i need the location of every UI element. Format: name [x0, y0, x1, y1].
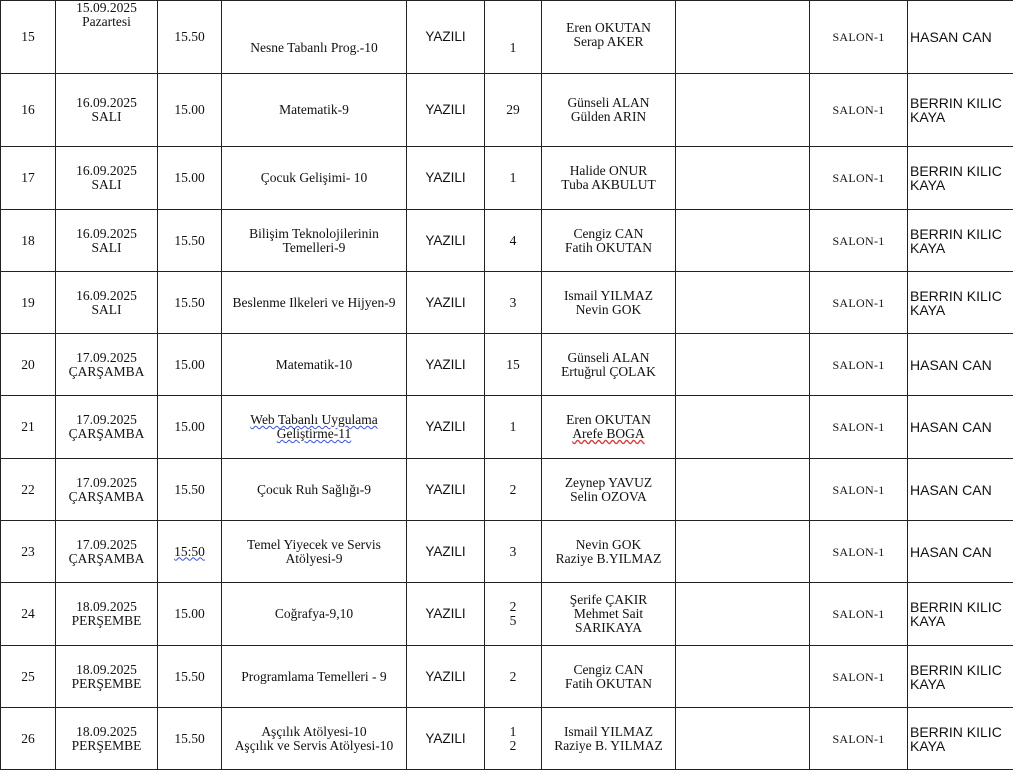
supervisor — [908, 646, 1013, 708]
supervisor-line: BERRIN KILIC — [910, 96, 1011, 110]
teacher-name: Ismail YILMAZ — [544, 725, 673, 739]
teacher-name: Halide ONUR — [544, 164, 673, 178]
course-line: Temel Yiyecek ve Servis — [224, 538, 404, 552]
date-value: 15.09.2025 — [58, 1, 155, 15]
table-row — [1, 74, 1013, 147]
date-value: 18.09.2025 — [58, 600, 155, 614]
table-row — [1, 1, 1013, 74]
exam-hall: SALON-1 — [810, 334, 908, 396]
teachers — [542, 583, 676, 646]
exam-hall: SALON-1 — [810, 396, 908, 459]
supervisor-line: HASAN CAN — [910, 420, 1011, 434]
empty-cell — [676, 708, 810, 770]
supervisor-line: KAYA — [910, 303, 1011, 317]
course-name — [222, 147, 407, 210]
table-row — [1, 646, 1013, 708]
course-line: Çocuk Ruh Sağlığı-9 — [224, 483, 404, 497]
exam-hall: SALON-1 — [810, 74, 908, 147]
empty-cell — [676, 210, 810, 272]
count-line: 5 — [487, 614, 539, 628]
teacher-name: Selin OZOVA — [544, 490, 673, 504]
teacher-name: Tuba AKBULUT — [544, 178, 673, 192]
teachers — [542, 646, 676, 708]
weekday-value: SALI — [58, 241, 155, 255]
course-name — [222, 74, 407, 147]
row-number: 19 — [1, 272, 56, 334]
row-number: 24 — [1, 583, 56, 646]
date-value: 16.09.2025 — [58, 164, 155, 178]
supervisor — [908, 272, 1013, 334]
row-number: 18 — [1, 210, 56, 272]
supervisor — [908, 147, 1013, 210]
exam-hall: SALON-1 — [810, 459, 908, 521]
exam-time: 15.00 — [158, 334, 222, 396]
count-line: 15 — [487, 358, 539, 372]
teachers — [542, 147, 676, 210]
count-line: 2 — [487, 483, 539, 497]
empty-cell — [676, 521, 810, 583]
empty-cell — [676, 583, 810, 646]
weekday-value: ÇARŞAMBA — [58, 490, 155, 504]
course-line: Çocuk Gelişimi- 10 — [224, 171, 404, 185]
exam-time: 15.50 — [158, 1, 222, 74]
course-line: Web Tabanlı Uygulama — [224, 413, 404, 427]
course-name — [222, 521, 407, 583]
table-row — [1, 521, 1013, 583]
exam-date — [56, 521, 158, 583]
exam-hall: SALON-1 — [810, 521, 908, 583]
exam-hall: SALON-1 — [810, 210, 908, 272]
empty-cell — [676, 1, 810, 74]
row-number: 22 — [1, 459, 56, 521]
date-value: 16.09.2025 — [58, 227, 155, 241]
supervisor-line: KAYA — [910, 110, 1011, 124]
teacher-name: Gülden ARIN — [544, 110, 673, 124]
teacher-name: Cengiz CAN — [544, 227, 673, 241]
weekday-value: PERŞEMBE — [58, 677, 155, 691]
exam-hall: SALON-1 — [810, 1, 908, 74]
course-line: Matematik-9 — [224, 103, 404, 117]
empty-cell — [676, 646, 810, 708]
teachers — [542, 459, 676, 521]
course-line: Coğrafya-9,10 — [224, 607, 404, 621]
exam-type: YAZILI — [407, 708, 485, 770]
supervisor-line: BERRIN KILIC — [910, 725, 1011, 739]
row-number: 20 — [1, 334, 56, 396]
student-count — [485, 521, 542, 583]
course-name — [222, 210, 407, 272]
exam-type: YAZILI — [407, 210, 485, 272]
empty-cell — [676, 272, 810, 334]
teacher-name: Zeynep YAVUZ — [544, 476, 673, 490]
count-line: 1 — [487, 41, 539, 55]
exam-date — [56, 459, 158, 521]
student-count — [485, 646, 542, 708]
teacher-name: Cengiz CAN — [544, 663, 673, 677]
course-name — [222, 272, 407, 334]
teachers — [542, 396, 676, 459]
course-name — [222, 334, 407, 396]
row-number: 26 — [1, 708, 56, 770]
exam-time: 15.00 — [158, 74, 222, 147]
supervisor — [908, 210, 1013, 272]
student-count — [485, 272, 542, 334]
weekday-value: ÇARŞAMBA — [58, 552, 155, 566]
course-line: Nesne Tabanlı Prog.-10 — [224, 41, 404, 55]
row-number: 16 — [1, 74, 56, 147]
exam-type: YAZILI — [407, 147, 485, 210]
course-name — [222, 396, 407, 459]
course-line: Atölyesi-9 — [224, 552, 404, 566]
row-number: 25 — [1, 646, 56, 708]
exam-type: YAZILI — [407, 521, 485, 583]
teacher-name: Şerife ÇAKIR — [544, 593, 673, 607]
supervisor — [908, 459, 1013, 521]
exam-type: YAZILI — [407, 334, 485, 396]
count-line: 3 — [487, 545, 539, 559]
date-value: 17.09.2025 — [58, 476, 155, 490]
supervisor-line: BERRIN KILIC — [910, 164, 1011, 178]
course-line: Temelleri-9 — [224, 241, 404, 255]
date-value: 17.09.2025 — [58, 538, 155, 552]
course-line: Matematik-10 — [224, 358, 404, 372]
course-line: Aşçılık Atölyesi-10 — [224, 725, 404, 739]
empty-cell — [676, 396, 810, 459]
supervisor-line: HASAN CAN — [910, 358, 1011, 372]
count-line: 29 — [487, 103, 539, 117]
exam-date — [56, 646, 158, 708]
exam-type: YAZILI — [407, 272, 485, 334]
date-value: 16.09.2025 — [58, 96, 155, 110]
course-line: Programlama Temelleri - 9 — [224, 670, 404, 684]
student-count — [485, 334, 542, 396]
teacher-name: Raziye B.YILMAZ — [544, 552, 673, 566]
teacher-name: Fatih OKUTAN — [544, 241, 673, 255]
exam-time — [158, 521, 222, 583]
teacher-name: Günseli ALAN — [544, 351, 673, 365]
teacher-name: Eren OKUTAN — [544, 413, 673, 427]
teacher-name: Ertuğrul ÇOLAK — [544, 365, 673, 379]
table-row — [1, 334, 1013, 396]
exam-time: 15.50 — [158, 459, 222, 521]
course-name — [222, 459, 407, 521]
exam-time: 15.50 — [158, 708, 222, 770]
exam-time: 15.50 — [158, 210, 222, 272]
teachers — [542, 272, 676, 334]
teacher-name: Fatih OKUTAN — [544, 677, 673, 691]
exam-type: YAZILI — [407, 459, 485, 521]
teachers — [542, 334, 676, 396]
exam-type: YAZILI — [407, 74, 485, 147]
weekday-value: PERŞEMBE — [58, 739, 155, 753]
row-number: 21 — [1, 396, 56, 459]
course-name — [222, 708, 407, 770]
empty-cell — [676, 147, 810, 210]
exam-time: 15.50 — [158, 272, 222, 334]
supervisor-line: KAYA — [910, 677, 1011, 691]
weekday-value: SALI — [58, 178, 155, 192]
student-count — [485, 583, 542, 646]
table-row — [1, 210, 1013, 272]
exam-date — [56, 272, 158, 334]
student-count — [485, 708, 542, 770]
count-line: 2 — [487, 739, 539, 753]
supervisor-line: BERRIN KILIC — [910, 600, 1011, 614]
teachers — [542, 521, 676, 583]
teachers — [542, 74, 676, 147]
empty-cell — [676, 334, 810, 396]
exam-type: YAZILI — [407, 646, 485, 708]
teacher-name: Eren OKUTAN — [544, 21, 673, 35]
table-row — [1, 147, 1013, 210]
supervisor-line: HASAN CAN — [910, 30, 1011, 44]
exam-date — [56, 210, 158, 272]
count-line: 1 — [487, 725, 539, 739]
teachers — [542, 210, 676, 272]
exam-time: 15.00 — [158, 583, 222, 646]
time-value: 15:50 — [174, 544, 205, 559]
course-name — [222, 583, 407, 646]
count-line: 2 — [487, 670, 539, 684]
course-name — [222, 646, 407, 708]
date-value: 18.09.2025 — [58, 725, 155, 739]
student-count — [485, 459, 542, 521]
exam-date — [56, 708, 158, 770]
supervisor-line: KAYA — [910, 241, 1011, 255]
supervisor — [908, 396, 1013, 459]
weekday-value: PERŞEMBE — [58, 614, 155, 628]
date-value: 16.09.2025 — [58, 289, 155, 303]
weekday-value: ÇARŞAMBA — [58, 365, 155, 379]
supervisor-line: KAYA — [910, 614, 1011, 628]
teachers — [542, 708, 676, 770]
teacher-name: SARIKAYA — [544, 621, 673, 635]
exam-type: YAZILI — [407, 1, 485, 74]
table-row — [1, 396, 1013, 459]
student-count — [485, 396, 542, 459]
teacher-name: Serap AKER — [544, 35, 673, 49]
student-count — [485, 74, 542, 147]
exam-date — [56, 1, 158, 74]
exam-date — [56, 147, 158, 210]
teacher-name: Mehmet Sait — [544, 607, 673, 621]
student-count — [485, 1, 542, 74]
supervisor-line: HASAN CAN — [910, 545, 1011, 559]
teacher-name: Arefe BOGA — [544, 427, 673, 441]
exam-date — [56, 74, 158, 147]
course-line: Beslenme Ilkeleri ve Hijyen-9 — [224, 296, 404, 310]
count-line: 3 — [487, 296, 539, 310]
exam-time: 15.00 — [158, 147, 222, 210]
row-number: 15 — [1, 1, 56, 74]
exam-hall: SALON-1 — [810, 147, 908, 210]
schedule-rows — [1, 1, 1013, 770]
weekday-value: ÇARŞAMBA — [58, 427, 155, 441]
exam-hall: SALON-1 — [810, 708, 908, 770]
count-line: 1 — [487, 420, 539, 434]
weekday-value: SALI — [58, 110, 155, 124]
teacher-name: Nevin GOK — [544, 303, 673, 317]
teachers — [542, 1, 676, 74]
exam-date — [56, 583, 158, 646]
exam-hall: SALON-1 — [810, 272, 908, 334]
exam-time: 15.00 — [158, 396, 222, 459]
exam-hall: SALON-1 — [810, 583, 908, 646]
teacher-name: Raziye B. YILMAZ — [544, 739, 673, 753]
teacher-name: Ismail YILMAZ — [544, 289, 673, 303]
table-row — [1, 708, 1013, 770]
count-line: 2 — [487, 600, 539, 614]
supervisor-line: BERRIN KILIC — [910, 289, 1011, 303]
student-count — [485, 210, 542, 272]
supervisor-line: KAYA — [910, 178, 1011, 192]
row-number: 17 — [1, 147, 56, 210]
table-row — [1, 272, 1013, 334]
row-number: 23 — [1, 521, 56, 583]
teacher-name: Nevin GOK — [544, 538, 673, 552]
supervisor-line: HASAN CAN — [910, 483, 1011, 497]
supervisor — [908, 1, 1013, 74]
exam-time: 15.50 — [158, 646, 222, 708]
weekday-value: SALI — [58, 303, 155, 317]
table-row — [1, 583, 1013, 646]
supervisor — [908, 583, 1013, 646]
exam-type: YAZILI — [407, 583, 485, 646]
teacher-name: Günseli ALAN — [544, 96, 673, 110]
supervisor — [908, 334, 1013, 396]
supervisor — [908, 708, 1013, 770]
count-line: 1 — [487, 171, 539, 185]
empty-cell — [676, 74, 810, 147]
exam-date — [56, 334, 158, 396]
course-line: Geliştirme-11 — [224, 427, 404, 441]
date-value: 17.09.2025 — [58, 351, 155, 365]
empty-cell — [676, 459, 810, 521]
supervisor — [908, 521, 1013, 583]
table-row — [1, 459, 1013, 521]
supervisor — [908, 74, 1013, 147]
supervisor-line: KAYA — [910, 739, 1011, 753]
exam-date — [56, 396, 158, 459]
course-line: Aşçılık ve Servis Atölyesi-10 — [224, 739, 404, 753]
course-name — [222, 1, 407, 74]
exam-type: YAZILI — [407, 396, 485, 459]
course-line: Bilişim Teknolojilerinin — [224, 227, 404, 241]
date-value: 18.09.2025 — [58, 663, 155, 677]
count-line: 4 — [487, 234, 539, 248]
student-count — [485, 147, 542, 210]
supervisor-line: BERRIN KILIC — [910, 227, 1011, 241]
date-value: 17.09.2025 — [58, 413, 155, 427]
supervisor-line: BERRIN KILIC — [910, 663, 1011, 677]
weekday-value: Pazartesi — [58, 15, 155, 29]
exam-hall: SALON-1 — [810, 646, 908, 708]
